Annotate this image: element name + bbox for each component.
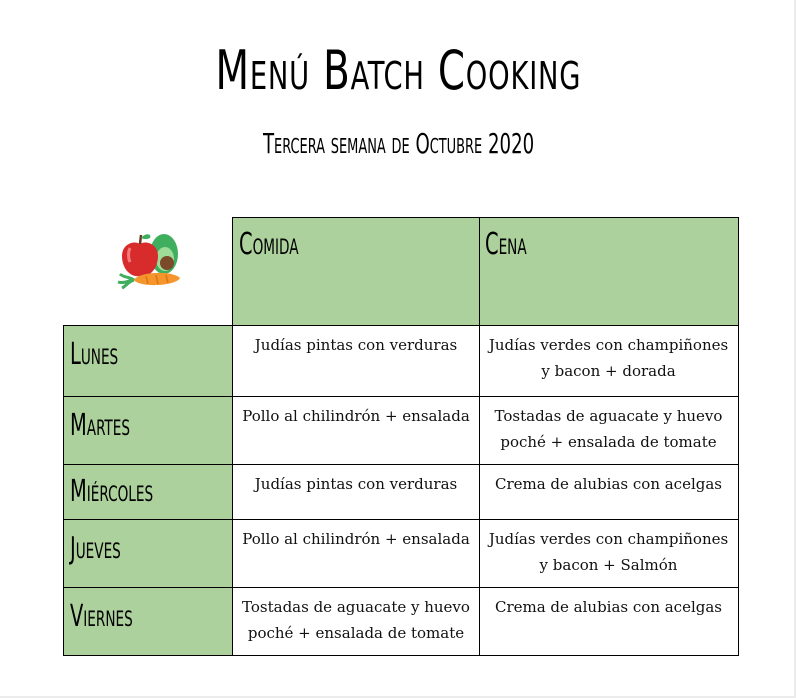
page-subtitle: Tercera semana de Octubre 2020	[262, 127, 535, 160]
meal-cell-cena: Crema de alubias con acelgas	[494, 475, 723, 493]
row-header-jueves	[63, 519, 233, 587]
row-header-viernes	[63, 587, 233, 655]
day-label: Miércoles	[70, 474, 154, 509]
column-header-label: Cena	[485, 227, 527, 262]
page-title: Menú Batch Cooking	[215, 39, 582, 102]
grid-line	[63, 396, 739, 397]
apple-stem	[140, 235, 141, 244]
day-label: Martes	[70, 408, 130, 443]
meal-cell-cena: Tostadas de aguacate y huevo poché + ensalada de tomate	[494, 407, 723, 451]
day-label: Lunes	[70, 337, 119, 372]
grid-line	[63, 655, 739, 656]
day-label: Jueves	[70, 531, 121, 566]
grid-line	[63, 325, 739, 326]
meal-cell-comida: Pollo al chilindrón + ensalada	[242, 530, 470, 548]
meal-cell-cena: Crema de alubias con acelgas	[494, 598, 723, 616]
grid-line	[63, 519, 739, 520]
row-header-martes	[63, 396, 233, 464]
avocado-seed	[160, 256, 174, 270]
meal-cell-comida: Pollo al chilindrón + ensalada	[242, 407, 470, 425]
column-header-cena	[479, 217, 738, 325]
grid-line	[738, 217, 739, 656]
meal-cell-comida: Judías pintas con verduras	[254, 336, 458, 354]
apple-shape	[122, 243, 158, 277]
grid-line	[63, 464, 739, 465]
apple-leaf	[141, 234, 150, 239]
day-label: Viernes	[70, 599, 133, 634]
grid-line	[63, 587, 739, 588]
column-header-label: Comida	[239, 227, 299, 262]
meal-cell-cena: Judías verdes con champiñones y bacon + dorada	[488, 336, 729, 380]
row-header-lunes	[63, 325, 233, 396]
meal-cell-comida: Tostadas de aguacate y huevo poché + ensalada de tomate	[242, 598, 470, 642]
carrot-leaves	[118, 274, 134, 288]
grid-line	[232, 217, 233, 656]
column-header-comida	[233, 217, 479, 325]
meal-cell-comida: Judías pintas con verduras	[254, 475, 458, 493]
meal-cell-cena: Judías verdes con champiñones y bacon + Salmón	[488, 530, 729, 574]
grid-line	[63, 325, 64, 656]
fruit-vegetables-icon	[116, 226, 184, 292]
row-header-miercoles	[63, 464, 233, 519]
grid-line	[232, 217, 739, 218]
grid-line	[479, 217, 480, 656]
